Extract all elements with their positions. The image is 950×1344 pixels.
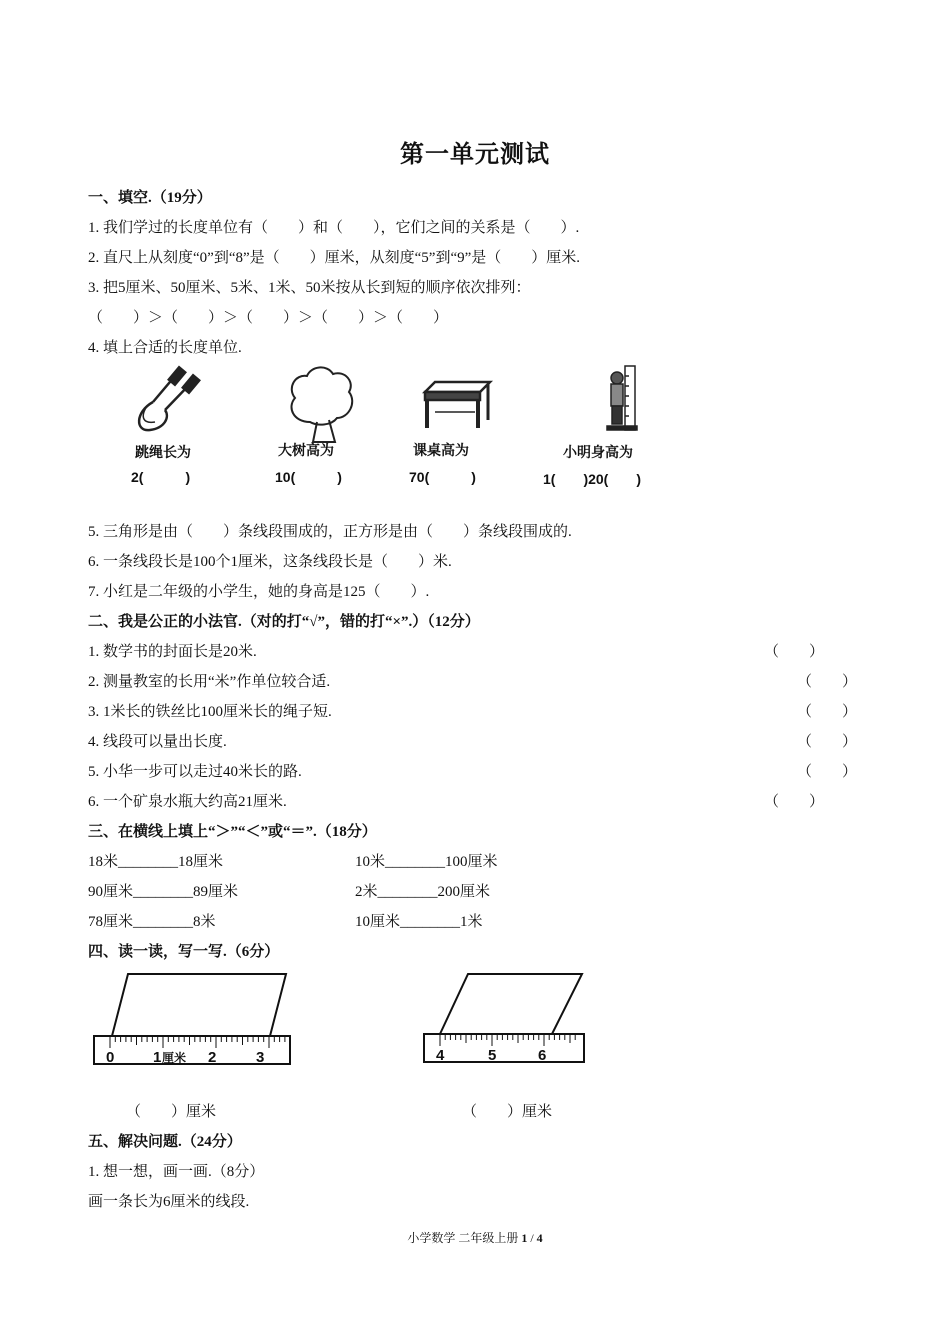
question-1-6: 6. 一条线段长是100个1厘米，这条线段长是（ ）米. bbox=[88, 554, 452, 570]
compare-item-2: 10米________100厘米 bbox=[355, 854, 498, 870]
question-1-1: 1. 我们学过的长度单位有（ ）和（ ），它们之间的关系是（ ）. bbox=[88, 220, 580, 236]
judge-item-1: 1. 数学书的封面长是20米. bbox=[88, 644, 257, 660]
section-5-heading: 五、解决问题.（24分） bbox=[88, 1134, 242, 1150]
judge-item-3: 3. 1米长的铁丝比100厘米长的绳子短. bbox=[88, 704, 332, 720]
judge-mark-5[interactable]: （ ） bbox=[797, 764, 858, 780]
ruler-1-tick-0: 0 bbox=[106, 1049, 115, 1066]
question-5-1-task: 画一条长为6厘米的线段. bbox=[88, 1194, 250, 1210]
ruler-figure-1 bbox=[88, 968, 298, 1073]
footer-subject: 小学数学 二年级上册 bbox=[407, 1231, 519, 1245]
question-1-5: 5. 三角形是由（ ）条线段围成的，正方形是由（ ）条线段围成的. bbox=[88, 524, 572, 540]
unit-picture-strip bbox=[95, 362, 745, 497]
judge-mark-4[interactable]: （ ） bbox=[797, 734, 858, 750]
judge-item-6: 6. 一个矿泉水瓶大约高21厘米. bbox=[88, 794, 287, 810]
question-1-3-blanks: （ ）＞（ ）＞（ ）＞（ ）＞（ ） bbox=[88, 310, 449, 326]
compare-item-6: 10厘米________1米 bbox=[355, 914, 483, 930]
section-3-heading: 三、在横线上填上“＞”“＜”或“＝”.（18分） bbox=[88, 824, 377, 840]
picture-caption-4: 小明身高为 bbox=[563, 444, 633, 460]
judge-mark-2[interactable]: （ ） bbox=[797, 674, 858, 690]
parallelogram-2 bbox=[440, 974, 582, 1034]
footer-separator: / bbox=[527, 1231, 537, 1245]
section-2-heading: 二、我是公正的小法官.（对的打“√”，错的打“×”.）（12分） bbox=[88, 614, 480, 630]
ruler-1-tick-2: 2 bbox=[208, 1049, 217, 1066]
ruler-answer-2[interactable]: （ ）厘米 bbox=[462, 1104, 553, 1120]
compare-item-3: 90厘米________89厘米 bbox=[88, 884, 239, 900]
tree-icon bbox=[291, 367, 352, 442]
compare-item-5: 78厘米________8米 bbox=[88, 914, 216, 930]
picture-fill-2: 10( ) bbox=[275, 469, 342, 485]
footer-page-number: 1 bbox=[521, 1231, 528, 1245]
desk-icon bbox=[425, 382, 490, 428]
picture-caption-1: 跳绳长为 bbox=[135, 444, 191, 460]
picture-fill-1: 2( ) bbox=[131, 469, 191, 485]
judge-mark-6[interactable]: （ ） bbox=[764, 794, 825, 810]
picture-fill-4: 1( )20( ) bbox=[543, 471, 642, 487]
ruler-2-tick-6: 6 bbox=[538, 1047, 547, 1064]
ruler-answer-1[interactable]: （ ）厘米 bbox=[126, 1104, 217, 1120]
picture-caption-2: 大树高为 bbox=[278, 442, 334, 458]
judge-mark-1[interactable]: （ ） bbox=[764, 644, 825, 660]
page-footer bbox=[0, 1229, 950, 1246]
ruler-2-tick-5: 5 bbox=[488, 1047, 497, 1064]
compare-item-4: 2米________200厘米 bbox=[355, 884, 491, 900]
ruler-2-tick-4: 4 bbox=[436, 1047, 445, 1064]
ruler-figure-2 bbox=[418, 968, 593, 1073]
judge-item-4: 4. 线段可以量出长度. bbox=[88, 734, 227, 750]
section-1-heading: 一、填空.（19分） bbox=[88, 190, 212, 206]
footer-page-total: 4 bbox=[536, 1231, 543, 1245]
compare-item-1: 18米________18厘米 bbox=[88, 854, 224, 870]
judge-item-2: 2. 测量教室的长用“米”作单位较合适. bbox=[88, 674, 331, 690]
judge-item-5: 5. 小华一步可以走过40米长的路. bbox=[88, 764, 302, 780]
unit-picture-svg bbox=[95, 362, 745, 497]
question-1-2: 2. 直尺上从刻度“0”到“8”是（ ）厘米，从刻度“5”到“9”是（ ）厘米. bbox=[88, 250, 581, 266]
question-5-1: 1. 想一想，画一画.（8分） bbox=[88, 1164, 265, 1180]
picture-fill-3: 70( ) bbox=[409, 469, 476, 485]
question-1-7: 7. 小红是二年级的小学生，她的身高是125（ ）. bbox=[88, 584, 430, 600]
question-1-3: 3. 把5厘米、50厘米、5米、1米、50米按从长到短的顺序依次排列： bbox=[88, 280, 531, 296]
ruler-1-tick-1: 1 bbox=[153, 1049, 162, 1066]
boy-measuring-icon bbox=[607, 366, 637, 430]
ruler-1-tick-3: 3 bbox=[256, 1049, 265, 1066]
jump-rope-icon bbox=[139, 367, 199, 430]
picture-caption-3: 课桌高为 bbox=[413, 442, 469, 458]
ruler-1-unit: 厘米 bbox=[162, 1051, 187, 1065]
parallelogram-1 bbox=[112, 974, 286, 1036]
judge-mark-3[interactable]: （ ） bbox=[797, 704, 858, 720]
section-4-heading: 四、读一读，写一写.（6分） bbox=[88, 944, 280, 960]
page-title: 第一单元测试 bbox=[400, 142, 550, 168]
question-1-4: 4. 填上合适的长度单位. bbox=[88, 340, 242, 356]
